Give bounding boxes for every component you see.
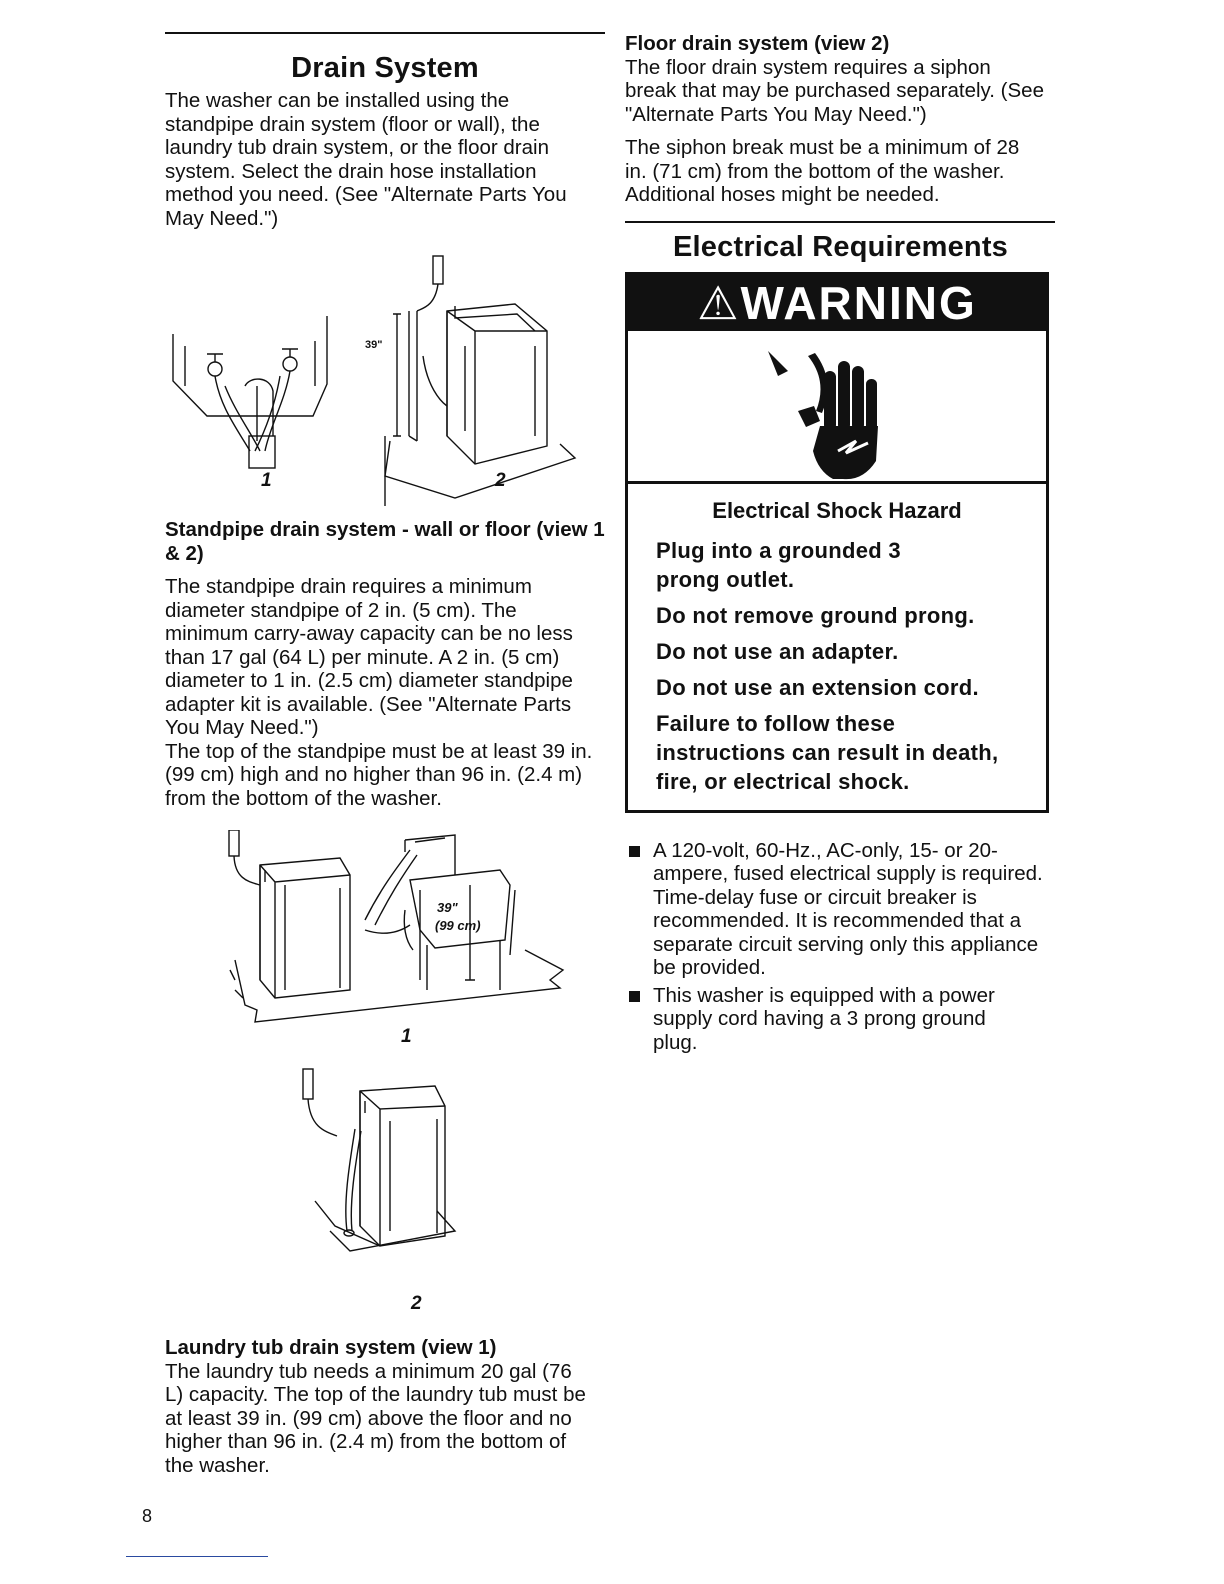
- electrical-title: Electrical Requirements: [673, 230, 1009, 263]
- laundry-tub-paragraph: The laundry tub needs a minimum 20 gal (76 L) capacity. The top of the laundry tub must be at least 39 in. (99 cm) above the floor and no higher than 96 in. (2.4 m) from the bottom of the washer.: [165, 1359, 586, 1477]
- laundry-tub-illustration: [165, 830, 605, 1055]
- floor-drain-heading: Floor drain system (view 2): [625, 32, 890, 55]
- standpipe-paragraph-1: The standpipe drain requires a minimum diameter standpipe of 2 in. (5 cm). The minimum carry-away capacity can be no less than 17 gal (64 L) per minute. A 2 in. (5 cm) diameter to 1 in. (2.5 cm) diameter standpipe adapter kit is available. (See "Alternate Parts You May Need."): [165, 575, 573, 739]
- hazard-title: Electrical Shock Hazard: [712, 497, 962, 523]
- page-number: 8: [142, 1506, 153, 1526]
- dim-39-label: 39": [365, 339, 383, 351]
- view-1-label: 1: [261, 470, 272, 491]
- standpipe-paragraph-2: The top of the standpipe must be at least 39 in. (99 cm) high and no higher than 96 in. (2.4 m) from the bottom of the washer.: [165, 739, 593, 810]
- warning-header: [628, 275, 1046, 331]
- footer-rule: [126, 1556, 268, 1557]
- bullet-text: This washer is equipped with a power supply cord having a 3 prong ground plug.: [653, 983, 995, 1054]
- floor-drain-illustration: [165, 1061, 605, 1306]
- laundry-tub-heading: Laundry tub drain system (view 1): [165, 1336, 497, 1359]
- right-column: [625, 32, 1055, 1058]
- floor-view-2-label: 2: [411, 1293, 422, 1314]
- bullet-text: A 120-volt, 60-Hz., AC-only, 15- or 20-ampere, fused electrical supply is required. Time-delay fuse or circuit breaker is recommended. It is recommended that a separate circuit serving only this appliance be provided.: [653, 838, 1043, 979]
- section-divider: [165, 32, 605, 34]
- warning-body: [628, 484, 1046, 810]
- tub-dim-39: 39": [437, 900, 458, 915]
- warning-line-extension: Do not use an extension cord.: [656, 674, 979, 700]
- list-item: [625, 984, 1033, 1055]
- warning-line-adapter: Do not use an adapter.: [656, 638, 899, 664]
- bullet-square-icon: [629, 991, 640, 1002]
- warning-triangle-icon: ⚠: [697, 276, 741, 329]
- standpipe-heading: Standpipe drain system - wall or floor (view 1 & 2): [165, 518, 605, 565]
- electrical-bullet-list: [625, 839, 1055, 1055]
- standpipe-illustration: [165, 236, 605, 506]
- electrical-divider: [625, 221, 1055, 223]
- warning-line-ground-prong: Do not remove ground prong.: [656, 602, 975, 628]
- tub-dim-99cm: (99 cm): [435, 918, 481, 933]
- standpipe-figure: [165, 236, 605, 506]
- list-item: [625, 839, 1049, 980]
- drain-intro-text: The washer can be installed using the standpipe drain system (floor or wall), the laundry tub drain system, or the floor drain system. Select the drain hose installation method you need. (See "Alternate Parts You May Need."): [165, 89, 567, 230]
- bullet-square-icon: [629, 846, 640, 857]
- laundry-tub-figure: [165, 830, 605, 1055]
- left-column: [165, 32, 605, 1477]
- drain-system-title: Drain System: [291, 52, 479, 84]
- warning-label: WARNING: [740, 276, 977, 329]
- floor-drain-figure: [165, 1061, 605, 1314]
- floor-drain-paragraph-1: The floor drain system requires a siphon break that may be purchased separately. (See "Alternate Parts You May Need."): [625, 55, 1044, 126]
- shock-icon-area: [628, 331, 1046, 484]
- floor-drain-paragraph-2: The siphon break must be a minimum of 28 in. (71 cm) from the bottom of the washer. Additional hoses might be needed.: [625, 136, 1020, 206]
- warning-line-grounded: Plug into a grounded 3 prong outlet.: [656, 537, 901, 592]
- electric-shock-hand-icon: [628, 331, 1046, 481]
- warning-line-failure: Failure to follow these instructions can result in death, fire, or electrical shock.: [656, 710, 999, 794]
- view-2-label: 2: [495, 470, 506, 491]
- warning-box: [625, 272, 1049, 813]
- tub-view-1-label: 1: [401, 1026, 412, 1047]
